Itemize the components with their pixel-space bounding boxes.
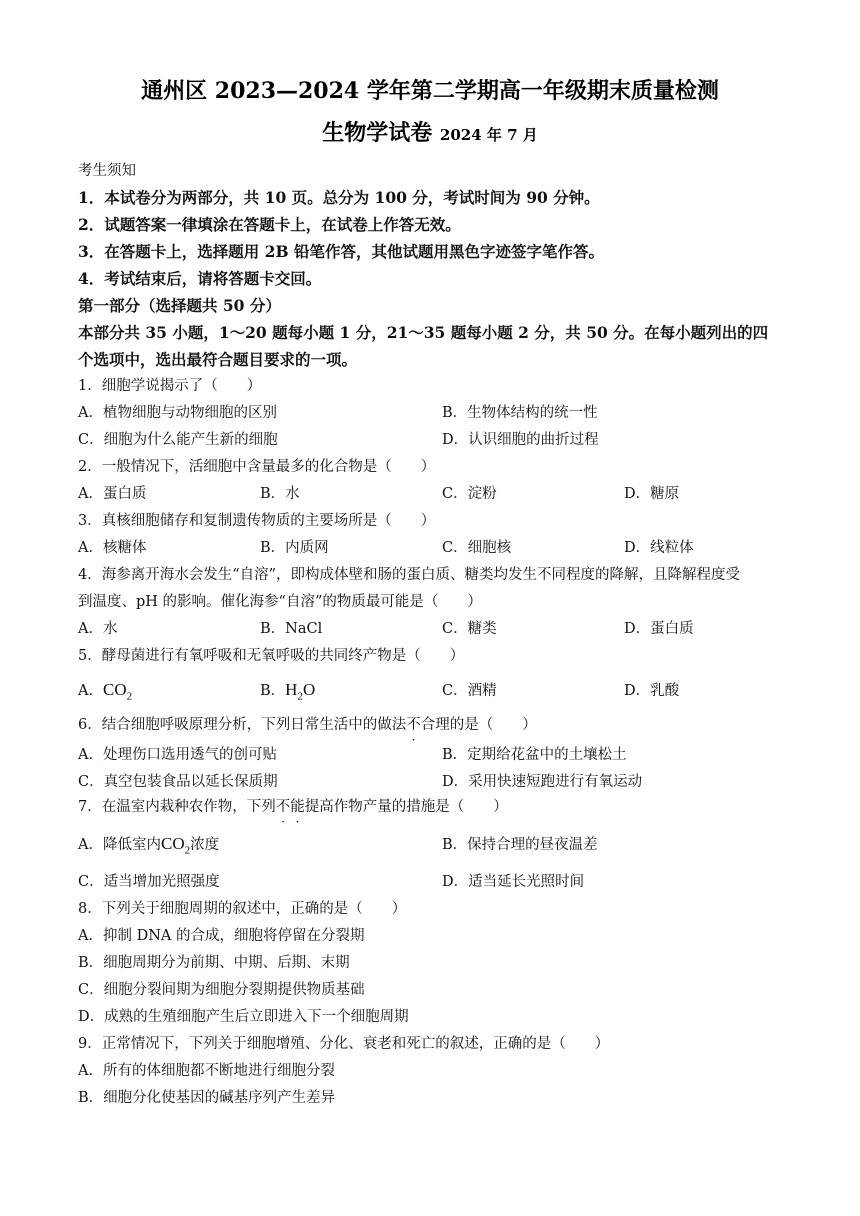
question-2-option-d: D．糖原 — [624, 486, 680, 502]
question-6-option-c: C．真空包装食品以延长保质期 — [78, 774, 278, 790]
formula-subscript: 2 — [126, 690, 133, 703]
part1-heading: 第一部分（选择题共 50 分） — [78, 296, 281, 315]
option-label: A． — [78, 683, 103, 699]
question-3-stem: 3．真核细胞储存和复制遗传物质的主要场所是（ ） — [78, 513, 436, 529]
co2-formula — [160, 834, 191, 857]
notice-heading: 考生须知 — [78, 163, 136, 179]
question-1-option-d: D．认识细胞的曲折过程 — [442, 432, 599, 448]
question-1-stem: 1．细胞学说揭示了（ ） — [78, 378, 262, 394]
notice-item-3: 3．在答题卡上，选择题用 2B 铅笔作答，其他试题用黑色字迹签字笔作答。 — [78, 242, 604, 261]
question-4-option-b: B．NaCl — [260, 621, 323, 637]
question-2-stem: 2．一般情况下，活细胞中含量最多的化合物是（ ） — [78, 459, 436, 475]
option-text: 浓度 — [190, 837, 220, 853]
question-3-option-d: D．线粒体 — [624, 540, 694, 556]
emphasis-text: 能 — [290, 799, 305, 815]
question-4-stem-line2: 到温度、pH 的影响。催化海参“自溶”的物质最可能是（ ） — [78, 594, 482, 610]
question-8-option-c: C．细胞分裂间期为细胞分裂期提供物质基础 — [78, 982, 365, 998]
question-3-option-b: B．内质网 — [260, 540, 329, 556]
emphasis-text: 不 — [406, 717, 421, 733]
exam-title: 通州区 2023—2024 学年第二学期高一年级期末质量检测 — [141, 78, 719, 104]
question-7-option-b: B．保持合理的昼夜温差 — [442, 837, 598, 853]
question-7-option-c: C．适当增加光照强度 — [78, 874, 220, 890]
question-1-option-c: C．细胞为什么能产生新的细胞 — [78, 432, 278, 448]
question-9-option-a: A．所有的体细胞都不断地进行细胞分裂 — [78, 1063, 335, 1079]
question-7-stem — [78, 797, 508, 817]
stem-text: 6．结合细胞呼吸原理分析，下列日常生活中的做法 — [78, 717, 407, 733]
question-1-option-a: A．植物细胞与动物细胞的区别 — [78, 405, 277, 421]
question-2-option-a: A．蛋白质 — [78, 486, 147, 502]
question-3-option-c: C．细胞核 — [442, 540, 512, 556]
formula-subscript: 2 — [184, 844, 191, 857]
option-label: A．降低室内 — [78, 837, 161, 853]
question-4-option-a: A．水 — [78, 621, 118, 637]
stem-text: 合理的是（ ） — [420, 717, 537, 733]
question-5-option-a — [78, 680, 132, 706]
question-6-option-a: A．处理伤口选用透气的创可贴 — [78, 747, 277, 763]
formula-text: H — [285, 680, 298, 699]
part1-intro-line2: 个选项中，选出最符合题目要求的一项。 — [78, 350, 358, 369]
notice-item-1: 1．本试卷分为两部分，共 10 页。总分为 100 分，考试时间为 90 分钟。 — [78, 188, 600, 207]
question-8-option-a: A．抑制 DNA 的合成，细胞将停留在分裂期 — [78, 928, 365, 944]
question-6-option-d: D．采用快速短跑进行有氧运动 — [442, 774, 643, 790]
question-2-option-c: C．淀粉 — [442, 486, 497, 502]
question-4-stem-line1: 4．海参离开海水会发生“自溶”，即构成体壁和肠的蛋白质、糖类均发生不同程度的降解，且降解程度受 — [78, 567, 741, 583]
formula-text: CO — [160, 834, 185, 853]
notice-item-2: 2．试题答案一律填涂在答题卡上，在试卷上作答无效。 — [78, 215, 461, 234]
question-8-stem: 8．下列关于细胞周期的叙述中，正确的是（ ） — [78, 901, 407, 917]
formula-text: CO — [102, 680, 127, 699]
question-7-option-a — [78, 834, 219, 860]
question-5-option-b — [260, 680, 315, 706]
question-4-option-c: C．糖类 — [442, 621, 497, 637]
question-7-option-d: D．适当延长光照时间 — [442, 874, 585, 890]
part1-intro-line1: 本部分共 35 小题，1～20 题每小题 1 分，21～35 题每小题 2 分，共 50 分。在每小题列出的四 — [78, 323, 769, 342]
notice-item-4: 4．考试结束后，请将答题卡交回。 — [78, 269, 322, 288]
question-4-option-d: D．蛋白质 — [624, 621, 694, 637]
question-1-option-b: B．生物体结构的统一性 — [442, 405, 598, 421]
question-8-option-b: B．细胞周期分为前期、中期、后期、末期 — [78, 955, 350, 971]
co2-formula — [102, 680, 133, 703]
question-3-option-a: A．核糖体 — [78, 540, 147, 556]
question-5-option-d: D．乳酸 — [624, 683, 680, 699]
question-2-option-b: B．水 — [260, 486, 300, 502]
exam-subtitle — [0, 116, 860, 147]
question-9-stem: 9．正常情况下，下列关于细胞增殖、分化、衰老和死亡的叙述，正确的是（ ） — [78, 1036, 610, 1052]
option-label: B． — [260, 683, 286, 699]
emphasis-text: 不 — [275, 799, 291, 815]
stem-text: 提高作物产量的措施是（ ） — [304, 799, 508, 815]
subject-title: 生物学试卷 — [322, 120, 433, 146]
question-6-option-b: B．定期给花盆中的土壤松土 — [442, 747, 627, 763]
exam-date: 2024 年 7 月 — [439, 126, 538, 144]
question-6-stem — [78, 715, 537, 735]
question-9-option-b: B．细胞分化使基因的碱基序列产生差异 — [78, 1090, 336, 1106]
formula-subscript: 2 — [297, 690, 303, 703]
h2o-formula — [285, 680, 316, 703]
question-5-stem: 5．酵母菌进行有氧呼吸和无氧呼吸的共同终产物是（ ） — [78, 648, 465, 664]
question-5-option-c: C．酒精 — [442, 683, 497, 699]
stem-text: 7．在温室内栽种农作物，下列 — [78, 799, 276, 815]
formula-text: O — [302, 680, 316, 699]
question-8-option-d: D．成熟的生殖细胞产生后立即进入下一个细胞周期 — [78, 1009, 409, 1025]
